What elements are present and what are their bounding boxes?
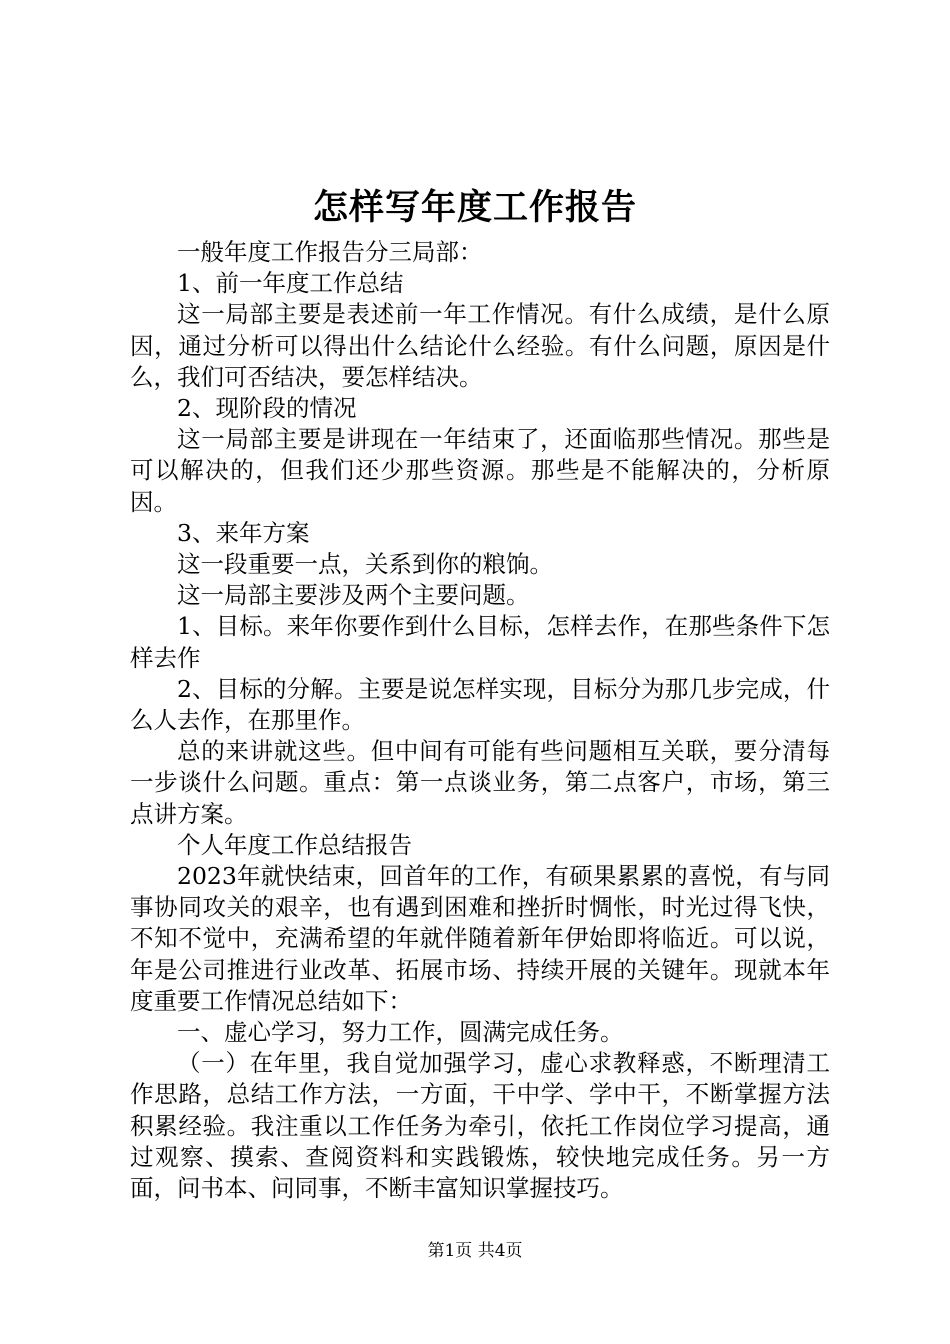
document-body: [130, 237, 830, 1204]
paragraph-section-1: 这一局部主要是表述前一年工作情况。有什么成绩，是什么原因，通过分析可以得出什么结论什么经验。有什么问题，原因是什么，我们可否结决，要怎样结决。: [130, 300, 830, 391]
paragraph-section-3a: 这一段重要一点，关系到你的粮饷。: [177, 550, 553, 579]
paragraph-summary: 总的来讲就这些。但中间有可能有些问题相互关联，要分清每一步谈什么问题。重点：第一点谈业务，第二点客户，市场，第三点讲方案。: [130, 737, 830, 828]
paragraph-goal-breakdown: 2、目标的分解。主要是说怎样实现，目标分为那几步完成，什么人去作，在那里作。: [130, 674, 830, 735]
heading-section-1: 1、前一年度工作总结: [177, 269, 404, 298]
page-title: 怎样写年度工作报告: [312, 187, 637, 228]
heading-part-1: 一、虚心学习，努力工作，圆满完成任务。: [177, 1018, 624, 1047]
paragraph-personal-intro: 2023年就快结束，回首年的工作，有硕果累累的喜悦，有与同事协同攻关的艰辛，也有遇到困难和挫折时惆怅，时光过得飞快，不知不觉中，充满希望的年就伴随着新年伊始即将临近。可以说，年是公司推进行业改革、拓展市场、持续开展的关键年。现就本年度重要工作情况总结如下：: [130, 862, 830, 1015]
heading-personal-report: 个人年度工作总结报告: [177, 830, 412, 859]
paragraph-section-3b: 这一局部主要涉及两个主要问题。: [177, 581, 530, 610]
paragraph-intro: 一般年度工作报告分三局部：: [177, 238, 483, 266]
heading-section-2: 2、现阶段的情况: [177, 394, 357, 423]
paragraph-part-1-detail: （一）在年里，我自觉加强学习，虚心求教释惑，不断理清工作思路，总结工作方法，一方面，干中学、学中干，不断掌握方法积累经验。我注重以工作任务为牵引，依托工作岗位学习提高，通过观察、摸索、查阅资料和实践锻炼，较快地完成任务。另一方面，问书本、问同事，不断丰富知识掌握技巧。: [130, 1049, 830, 1203]
paragraph-goal: 1、目标。来年你要作到什么目标，怎样去作，在那些条件下怎样去作: [130, 612, 830, 672]
page-footer: 第1页 共4页: [427, 1241, 523, 1261]
heading-section-3: 3、来年方案: [177, 518, 310, 547]
paragraph-section-2: 这一局部主要是讲现在一年结束了，还面临那些情况。那些是可以解决的，但我们还少那些资源。那些是不能解决的，分析原因。: [130, 425, 830, 516]
